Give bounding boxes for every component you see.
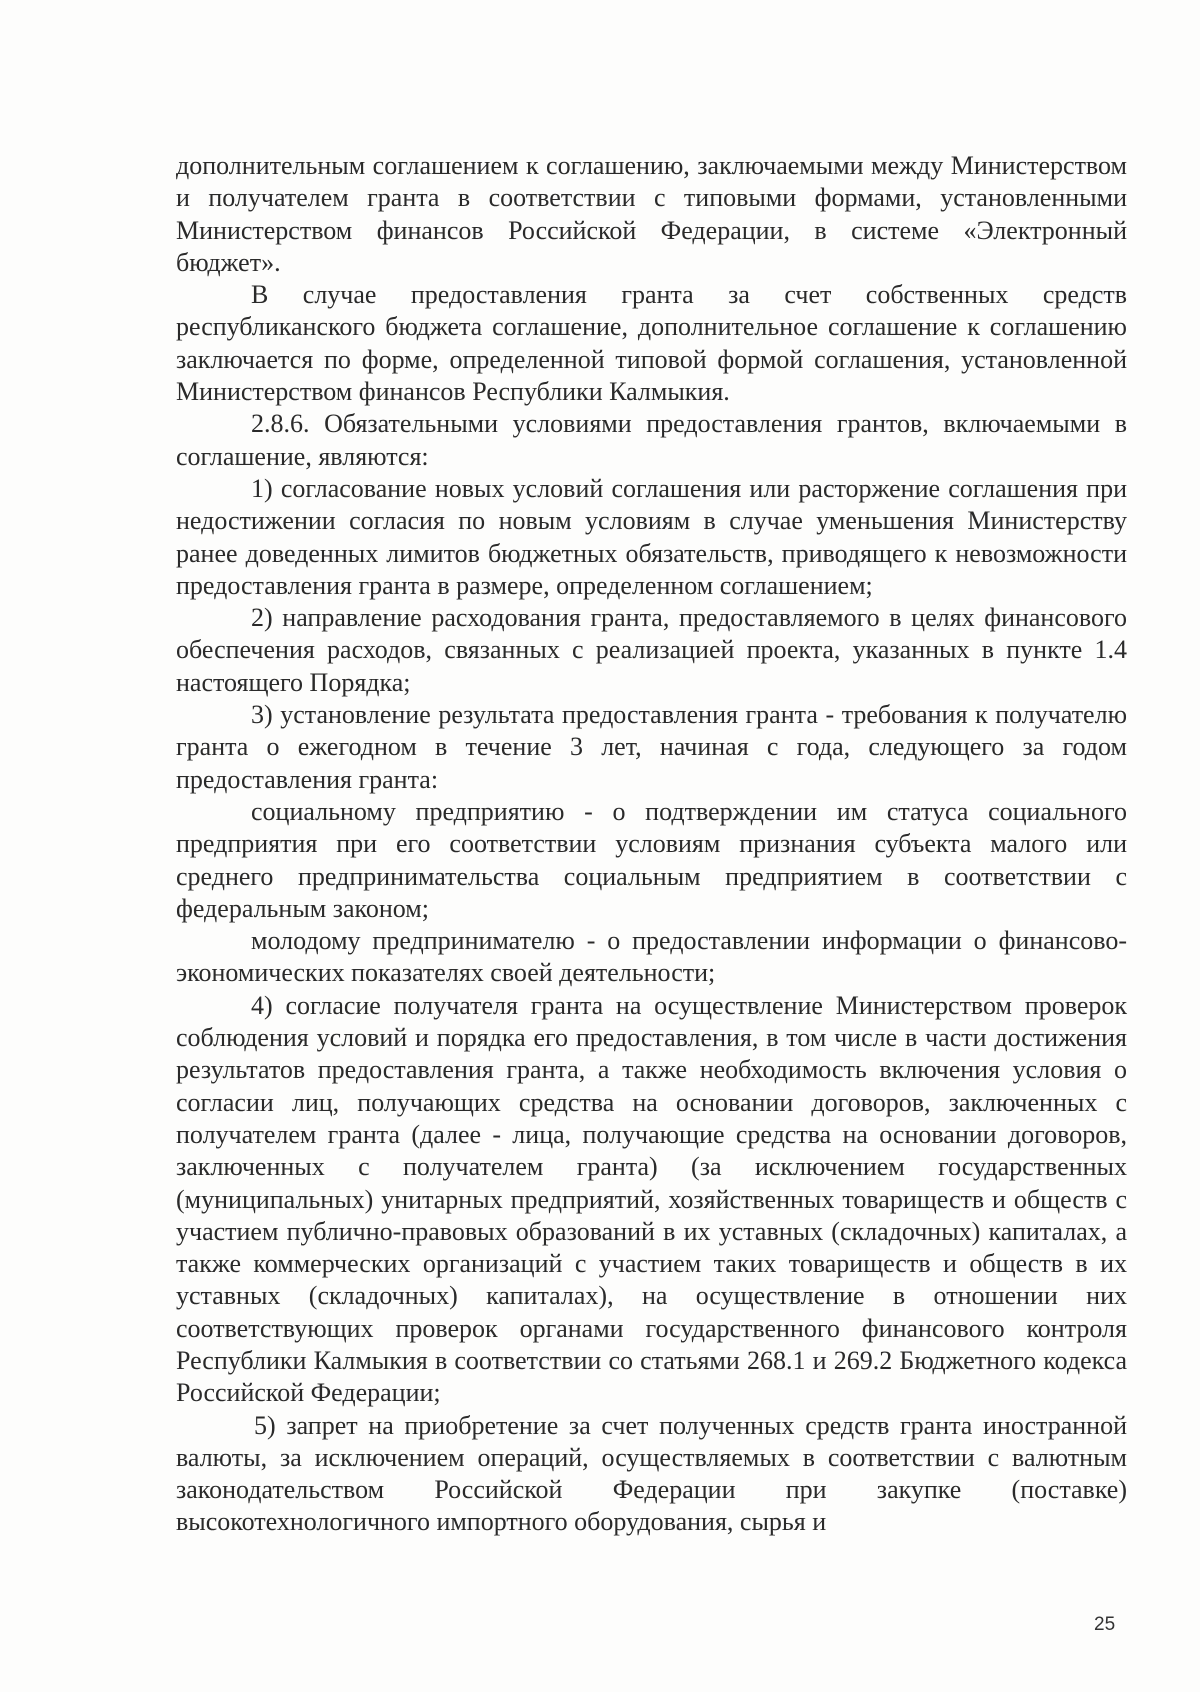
paragraph-continuation: дополнительным соглашением к соглашению, заключаемыми между Министерством и получателем гранта в соответствии с типовыми формами, установленными Министерством финансов Российской Федерации, в системе «Электронный бюджет». xyxy=(176,151,1127,277)
document-body xyxy=(176,150,1127,1539)
page-number: 25 xyxy=(1094,1614,1116,1635)
paragraph-item-4: 4) согласие получателя гранта на осуществление Министерством проверок соблюдения условий и порядка его предоставления, в том числе в части достижения результатов предоставления гранта, а также необходимость включения условия о согласии лиц, получающих средства на основании договоров, заключенных с получателем гранта (далее - лица, получающие средства на основании договоров, заключенных с получателем гранта) (за исключением государственных (муниципальных) унитарных предприятий, хозяйственных товариществ и обществ с участием публично-правовых образований в их уставных (складочных) капиталах, а также коммерческих организаций с участием таких товариществ и обществ в их уставных (складочных) капиталах), на осуществление в отношении них соответствующих проверок органами государственного финансового контроля Республики Калмыкия в соответствии со статьями 268.1 и 269.2 Бюджетного кодекса Российской Федерации; xyxy=(176,990,1127,1408)
paragraph-item-3: 3) установление результата предоставления гранта - требования к получателю гранта о ежегодном в течение 3 лет, начиная с года, следующего за годом предоставления гранта: xyxy=(176,700,1127,794)
paragraph-item-1: 1) согласование новых условий соглашения или расторжение соглашения при недостижении согласия по новым условиям в случае уменьшения Министерству ранее доведенных лимитов бюджетных обязательств, приводящего к невозможности предоставления гранта в размере, определенном соглашением; xyxy=(176,473,1127,600)
paragraph-republic-budget: В случае предоставления гранта за счет собственных средств республиканского бюджета соглашение, дополнительное соглашение к соглашению заключается по форме, определенной типовой формой соглашения, установленной Министерством финансов Республики Калмыкия. xyxy=(176,280,1127,407)
paragraph-young-entrepreneur: молодому предпринимателю - о предоставлении информации о финансово-экономических показателях своей деятельности; xyxy=(176,926,1127,988)
paragraph-item-2: 2) направление расходования гранта, предоставляемого в целях финансового обеспечения расходов, связанных с реализацией проекта, указанных в пункте 1.4 настоящего Порядка; xyxy=(176,603,1127,697)
paragraph-2-8-6: 2.8.6. Обязательными условиями предоставления грантов, включаемыми в соглашение, являются: xyxy=(176,409,1127,471)
paragraph-social-enterprise: социальному предприятию - о подтверждении им статуса социального предприятия при его соответствии условиям признания субъекта малого или среднего предпринимательства социальным предприятием в соответствии с федеральным законом; xyxy=(176,796,1127,923)
paragraph-item-5: 5) запрет на приобретение за счет полученных средств гранта иностранной валюты, за исключением операций, осуществляемых в соответствии с валютным законодательством Российской Федерации при закупке (поставке) высокотехнологичного импортного оборудования, сырья и xyxy=(176,1410,1127,1537)
